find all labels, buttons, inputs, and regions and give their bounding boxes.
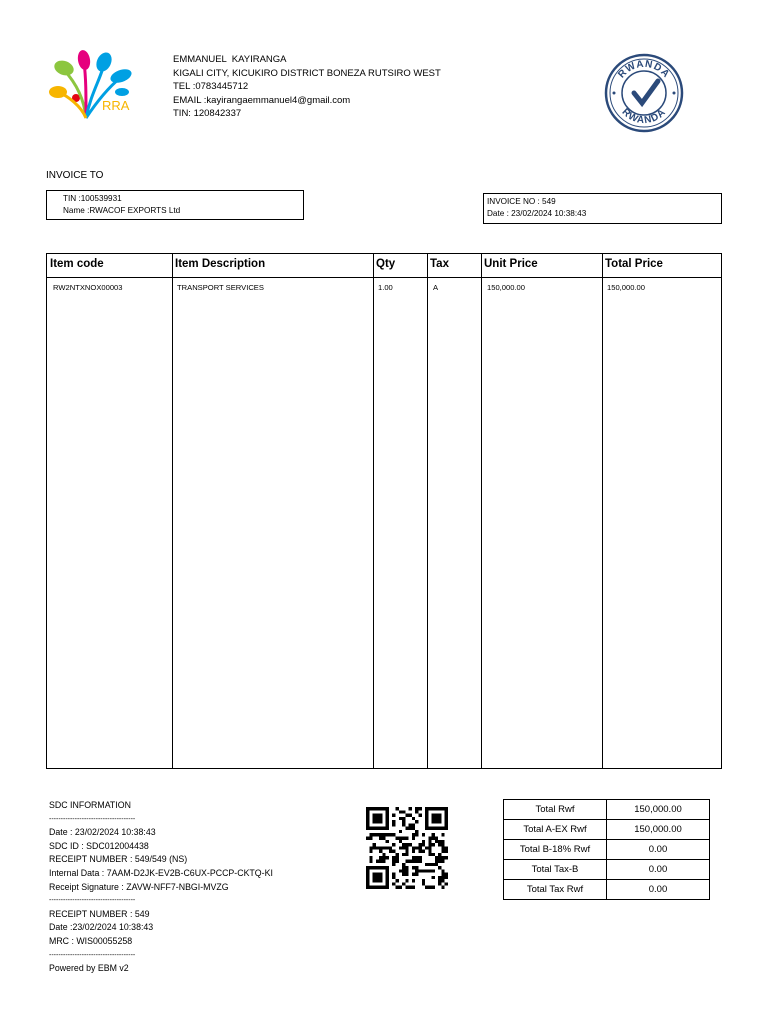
seller-name: EMMANUEL KAYIRANGA <box>173 54 287 65</box>
cell-item-description: TRANSPORT SERVICES <box>177 283 264 292</box>
seller-tin: TIN: 120842337 <box>173 108 242 120</box>
rwanda-stamp <box>604 53 684 133</box>
invoice-date: Date : 23/02/2024 10:38:43 <box>487 209 587 218</box>
sdc-receipt-number-ns: RECEIPT NUMBER : 549/549 (NS) <box>49 854 188 865</box>
header-item-code: Item code <box>50 258 104 270</box>
separator: ------------------------------------- <box>49 897 136 905</box>
invoice-to-label: INVOICE TO <box>46 170 104 181</box>
sdc-date: Date : 23/02/2024 10:38:43 <box>49 827 156 838</box>
header-qty: Qty <box>376 258 396 270</box>
sdc-date-2: Date :23/02/2024 10:38:43 <box>49 922 154 933</box>
header-unit-price: Unit Price <box>484 258 538 270</box>
sdc-mrc: MRC : WIS00055258 <box>49 935 133 946</box>
powered-by: Powered by EBM v2 <box>49 963 129 974</box>
buyer-box <box>46 190 304 220</box>
total-tax-value: 0.00 <box>607 880 710 900</box>
total-rwf-value: 150,000.00 <box>607 800 710 820</box>
cell-tax: A <box>433 283 439 292</box>
cell-total-price: 150,000.00 <box>607 283 646 292</box>
cell-item-code: RW2NTXNOX00003 <box>53 283 123 292</box>
separator: ------------------------------------- <box>49 951 136 959</box>
totals-row <box>504 820 710 840</box>
sdc-receipt-signature: Receipt Signature : ZAVW-NFF7-NBGI-MVZG <box>49 881 229 892</box>
totals-row <box>504 880 710 900</box>
cell-qty: 1.00 <box>378 283 393 292</box>
total-rwf-label: Total Rwf <box>504 800 607 820</box>
totals-row <box>504 800 710 820</box>
rra-logo <box>46 48 136 128</box>
header-tax: Tax <box>430 258 449 270</box>
invoice-number: INVOICE NO : 549 <box>487 197 556 206</box>
total-tax-b-value: 0.00 <box>607 860 710 880</box>
qr-code <box>364 807 450 889</box>
header-item-description: Item Description <box>175 258 266 270</box>
totals-table <box>503 799 710 900</box>
buyer-tin: TIN :100539931 <box>63 194 122 203</box>
totals-row <box>504 860 710 880</box>
seller-address: KIGALI CITY, KICUKIRO DISTRICT BONEZA RUTSIRO WEST <box>173 67 441 79</box>
total-b18-value: 0.00 <box>607 840 710 860</box>
seller-tel: TEL :0783445712 <box>173 81 249 93</box>
sdc-internal-data: Internal Data : 7AAM-D2JK-EV2B-C6UX-PCCP-CKTQ-KI <box>49 867 273 878</box>
total-tax-label: Total Tax Rwf <box>504 880 607 900</box>
seller-email: EMAIL :kayirangaemmanuel4@gmail.com <box>173 94 351 106</box>
items-table <box>46 253 722 769</box>
seller-info <box>173 53 441 121</box>
sdc-receipt-number: RECEIPT NUMBER : 549 <box>49 908 150 919</box>
sdc-id: SDC ID : SDC012004438 <box>49 840 149 851</box>
header-total-price: Total Price <box>605 258 663 270</box>
svg-text:RWANDA: RWANDA <box>616 58 672 81</box>
sdc-title: SDC INFORMATION <box>49 800 131 810</box>
buyer-name: Name :RWACOF EXPORTS Ltd <box>63 205 181 215</box>
svg-text:RRA: RRA <box>102 98 130 113</box>
total-b18-label: Total B-18% Rwf <box>504 840 607 860</box>
total-a-ex-label: Total A-EX Rwf <box>504 820 607 840</box>
total-a-ex-value: 150,000.00 <box>607 820 710 840</box>
separator: ------------------------------------- <box>49 815 136 823</box>
sdc-information <box>49 799 273 976</box>
svg-text:RWANDA: RWANDA <box>619 106 669 127</box>
totals-row <box>504 840 710 860</box>
invoice-details-box <box>483 193 722 224</box>
cell-unit-price: 150,000.00 <box>487 283 526 292</box>
total-tax-b-label: Total Tax-B <box>504 860 607 880</box>
